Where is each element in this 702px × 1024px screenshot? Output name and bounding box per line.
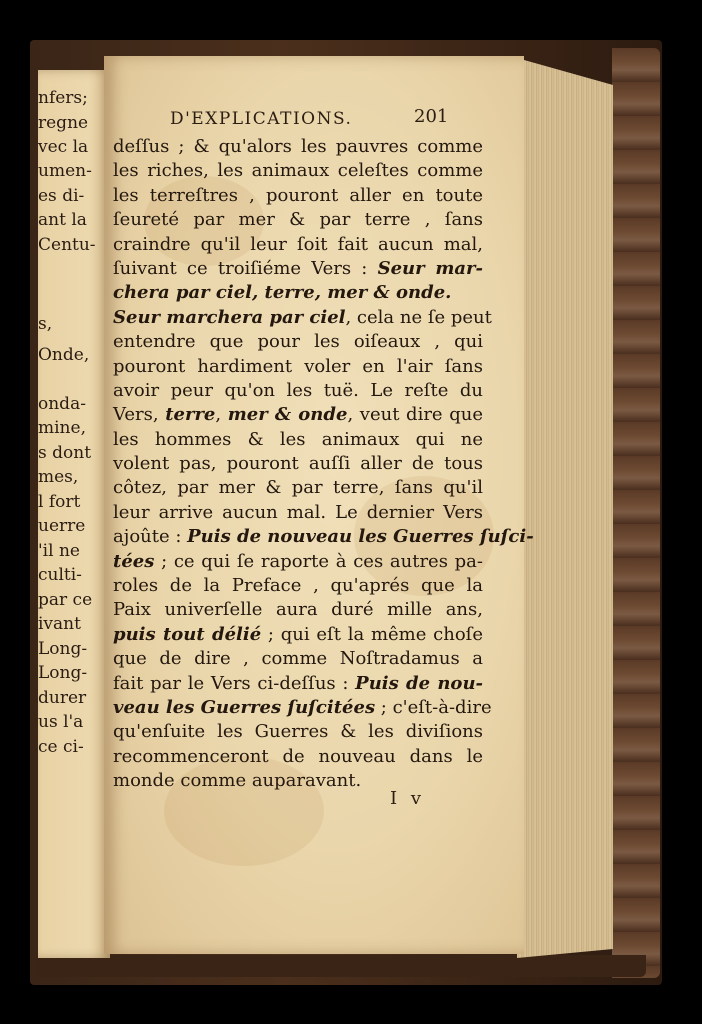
text-run: monde comme auparavant. — [113, 770, 362, 792]
left-page-line: Onde, — [38, 345, 90, 365]
text-run: les riches, les animaux celeſtes comme — [113, 160, 483, 182]
left-page — [38, 70, 110, 958]
left-page-line: par ce — [38, 590, 93, 610]
text-run: avoir peur qu'on les tuë. Le reſte du — [113, 379, 483, 401]
text-line — [113, 550, 483, 574]
text-line — [113, 135, 483, 159]
left-page-line: uerre — [38, 516, 86, 536]
text-line — [113, 647, 483, 671]
text-line — [113, 306, 492, 330]
italic-run: Puis de nouveau les Guerres ſuſci- — [187, 526, 534, 548]
left-page-line: ant la — [38, 210, 87, 230]
left-page-line: regne — [38, 113, 89, 133]
text-run: , cela ne ſe peut — [345, 306, 492, 328]
left-page-line: durer — [38, 688, 87, 708]
text-run: les terreſtres , pouront aller en toute — [113, 184, 483, 206]
left-page-line: ivant — [38, 614, 81, 634]
text-line — [113, 379, 483, 403]
text-run: entendre que pour les oiſeaux , qui — [113, 331, 483, 353]
text-line — [113, 574, 483, 598]
left-page-line: mes, — [38, 467, 79, 487]
signature-mark: I v — [390, 788, 426, 809]
left-page-line: onda- — [38, 394, 86, 414]
text-run: les hommes & les animaux qui ne — [113, 428, 483, 450]
book-spine-edge — [612, 48, 660, 978]
left-page-line: s, — [38, 314, 53, 334]
text-run: roles de la Preface , qu'aprés que la — [113, 575, 483, 597]
left-page-line: s dont — [38, 443, 92, 463]
text-line — [113, 598, 483, 622]
text-line — [113, 720, 483, 744]
body-text — [113, 135, 534, 794]
italic-run: tées — [113, 550, 155, 572]
text-line — [113, 672, 483, 696]
text-line — [113, 696, 492, 720]
left-page-line: us l'a — [38, 712, 84, 732]
left-page-line: mine, — [38, 418, 86, 438]
text-line — [113, 428, 483, 452]
text-line — [113, 184, 483, 208]
text-run: volent pas, pouront auſſi aller de tous — [113, 453, 483, 475]
text-run: , — [215, 404, 228, 426]
left-page-line: ce ci- — [38, 737, 84, 757]
text-run: Vers, — [113, 404, 166, 426]
text-line — [113, 233, 483, 257]
left-page-line: umen- — [38, 161, 92, 181]
text-run: côtez, par mer & par terre, ſans qu'il — [113, 477, 483, 499]
text-run: ; ce qui ſe raporte à ces autres pa- — [154, 550, 483, 572]
text-run: deſſus ; & qu'alors les pauvres comme — [113, 136, 483, 157]
italic-run: terre — [165, 404, 216, 426]
running-head: D'EXPLICATIONS. — [170, 109, 353, 129]
text-run: , veut dire que — [347, 404, 483, 426]
text-run: ſeureté par mer & par terre , ſans — [113, 209, 483, 231]
left-page-line: nfers; — [38, 88, 88, 108]
text-line — [113, 745, 483, 769]
text-line — [113, 452, 483, 476]
italic-run: veau les Guerres ſuſcitées — [113, 696, 376, 718]
left-page-line: Long- — [38, 639, 88, 659]
text-line — [113, 525, 534, 549]
text-line — [113, 623, 483, 647]
italic-run: puis tout délié — [113, 623, 262, 645]
text-run: Paix univerſelle aura duré mille ans, — [113, 599, 483, 621]
text-run: fait par le Vers ci-deſſus : — [113, 672, 356, 694]
book-bottom-board — [36, 955, 646, 977]
text-line — [113, 355, 483, 379]
page-fore-edge — [517, 58, 613, 958]
left-page-line: culti- — [38, 565, 82, 585]
italic-run: Seur mar- — [377, 257, 484, 279]
left-page-line: Long- — [38, 663, 88, 683]
text-line — [113, 208, 483, 232]
italic-run: Seur marchera par ciel — [113, 306, 346, 328]
text-run: craindre qu'il leur ſoit fait aucun mal, — [113, 233, 483, 255]
text-run: qu'enſuite les Guerres & les diviſions — [113, 721, 483, 743]
page-number: 201 — [414, 106, 449, 127]
text-line — [113, 330, 483, 354]
text-line — [113, 476, 483, 500]
italic-run: Puis de nou- — [355, 672, 483, 694]
text-line — [113, 501, 483, 525]
text-run: que de dire , comme Noſtradamus a — [113, 648, 483, 670]
text-line — [113, 257, 483, 281]
text-run: ; qui eſt la même choſe — [261, 623, 483, 645]
italic-run: mer & onde — [227, 404, 348, 426]
left-page-line: Centu- — [38, 235, 96, 255]
text-run: ajoûte : — [113, 526, 188, 548]
left-page-line: 'il ne — [38, 541, 80, 561]
italic-run: chera par ciel, terre, mer & onde. — [113, 282, 452, 304]
left-page-line: l fort — [38, 492, 81, 512]
left-page-line: es di- — [38, 186, 85, 206]
left-page-line: vec la — [38, 137, 89, 157]
text-line — [113, 159, 483, 183]
text-run: ; c'eſt-à-dire — [375, 696, 492, 718]
text-line — [113, 403, 483, 427]
text-run: ſuivant ce troiſiéme Vers : — [113, 257, 378, 279]
text-run: leur arrive aucun mal. Le dernier Vers — [113, 501, 483, 523]
text-line — [113, 281, 483, 305]
text-run: pouront hardiment voler en l'air ſans — [113, 355, 483, 377]
text-run: recommenceront de nouveau dans le — [113, 745, 483, 767]
text-line — [113, 769, 483, 793]
